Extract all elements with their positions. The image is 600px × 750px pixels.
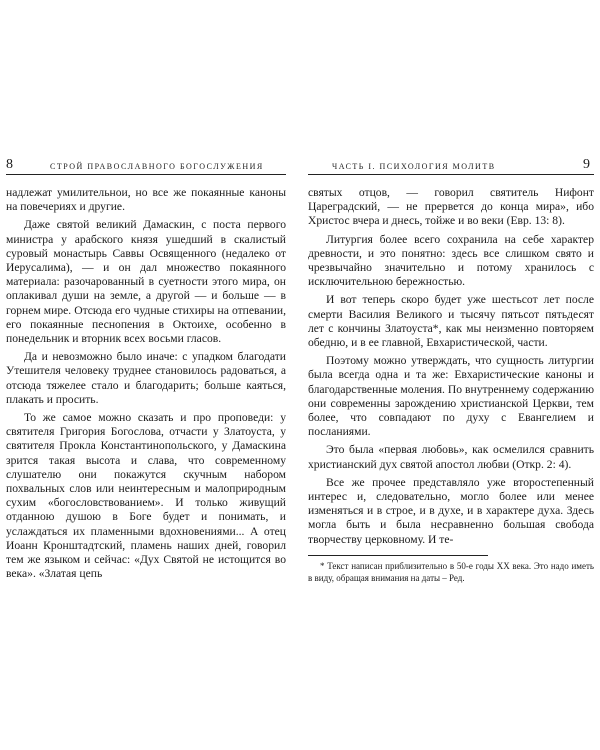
running-head: ЧАСТЬ I. ПСИХОЛОГИЯ МОЛИТВ — [332, 162, 496, 171]
header-rule — [308, 174, 594, 175]
left-page-header — [6, 157, 286, 180]
paragraph: И вот теперь скоро будет уже шестьсот лет после смерти Василия Великого и тысячу пятьсот пятьдесят лет с кончины Златоуста*, как мы неизменно повторяем обедню, и в ее главной, Евхаристической, части. — [308, 293, 594, 350]
running-head: СТРОЙ ПРАВОСЛАВНОГО БОГОСЛУЖЕНИЯ — [50, 162, 264, 171]
paragraph: Даже святой великий Дамаскин, с поста первого министра у арабского князя ушедший в скалистый суровый монастырь Саввы Освященного (недалеко от Иерусалима), — и он дал множество покаянного материала: разочарованный в суетности этого мира, он оплакивал души на земле, а другой — и больше — в горнем мире. Отсюда его чудные стихиры на отпевании, его покаянные песнопения в Октоихе, особенно в понедельник и вторник всех восьми гласов. — [6, 218, 286, 346]
paragraph: То же самое можно сказать и про проповеди: у святителя Григория Богослова, отчасти у Златоуста, у святителя Прокла Константинопольского, у Дамаскина зрится такая высота и слава, что современному слушателю они покажутся скучным набором похвальных слов или неинтересным и малоприродным сухим «богословствованием». И только живущий отданною душою в Боге будет и понимать, и услаждаться их пламенными вдохновениями... А отец Иоанн Кронштадтский, пламень наших дней, говорил тем же языком и сейчас: «Дух Святой не истощится во века». «Златая цепь — [6, 411, 286, 581]
paragraph: Поэтому можно утверждать, что сущность литургии была всегда одна и та же: Евхаристические каноны и благодарственные моления. По внутреннему содержанию они современны зарождению христианской Церкви, тем более, что совпадают по духу с Евангелием и посланиями. — [308, 354, 594, 439]
page-number: 9 — [583, 157, 590, 172]
left-page-body — [6, 186, 286, 581]
paragraph: Литургия более всего сохранила на себе характер древности, и это понятно: здесь все слишком свято и чрезвычайно значительно и потому хранилось с исключительною бережностью. — [308, 232, 594, 289]
page-number: 8 — [6, 157, 13, 172]
right-page — [308, 157, 594, 584]
paragraph: надлежат умилительнои, но все же покаянные каноны на повечериях и другие. — [6, 186, 286, 214]
footnote-rule — [308, 555, 488, 556]
footnote: * Текст написан приблизительно в 50-е годы XX века. Это надо иметь в виду, обращая внимания на даты – Ред. — [308, 560, 594, 583]
right-page-header — [308, 157, 594, 180]
paragraph: Да и невозможно было иначе: с упадком благодати Утешителя человеку труднее становилось радоваться, а отсюда тяжелее стало и благодарить; больше каяться, плакать и просить. — [6, 350, 286, 406]
right-page-body — [308, 186, 594, 584]
header-rule — [6, 174, 286, 175]
paragraph: Это была «первая любовь», как осмелился сравнить христианский дух святой апостол любви (Откр. 2: 4). — [308, 443, 594, 471]
paragraph: Все же прочее представляло уже второстепенный интерес и, следовательно, могло более или менее изменяться и в строе, и в духе, и в характере духа. Здесь могла быть и была несравненно большая свобода творчеству церковному. И те- — [308, 475, 594, 546]
paragraph: святых отцов, — говорил святитель Нифонт Цареградский, — не прервется до конца мира», ибо Христос вчера и днесь, тойже и во веки (Евр. 13: 8). — [308, 186, 594, 228]
left-page — [6, 157, 286, 585]
